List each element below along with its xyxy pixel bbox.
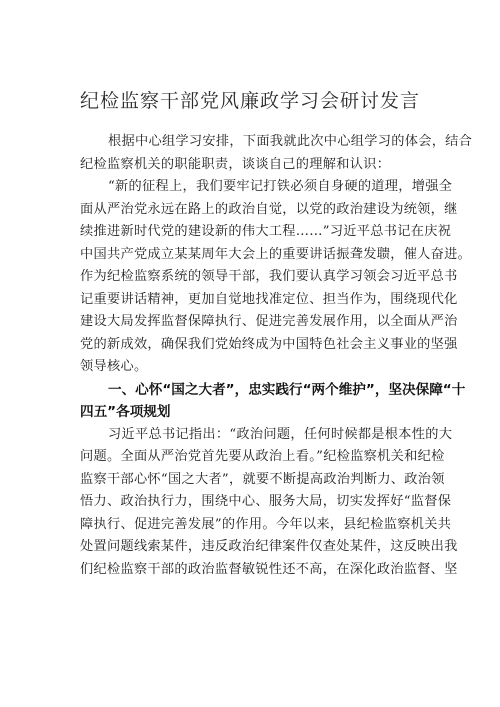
section-paragraph-line: 处置问题线索某件，违反政治纪律案件仅查处某件，这反映出我 bbox=[80, 539, 458, 554]
document-body bbox=[80, 131, 473, 581]
quote-paragraph-line: 党的新成效，确保我们党始终成为中国特色社会主义事业的坚强 bbox=[80, 336, 458, 352]
document-title: 纪检监察干部党风廉政学习会研讨发言 bbox=[79, 90, 420, 112]
section-paragraph-line: 们纪检监察干部的政治监督敏锐性还不高，在深化政治监督、坚 bbox=[80, 561, 458, 577]
quote-paragraph-line: 续推进新时代党的建设新的伟大工程……”习近平总书记在庆祝 bbox=[80, 224, 452, 239]
section-paragraph-line: 问题。全面从严治党首先要从政治上看。”纪检监察机关和纪检 bbox=[80, 449, 445, 464]
quote-paragraph-line: 领导核心。 bbox=[80, 359, 148, 374]
quote-paragraph-line: 建设大局发挥监督保障执行、促进完善发展作用，以全面从严治 bbox=[80, 314, 458, 329]
quote-paragraph-line: 中国共产党成立某某周年大会上的重要讲话振聋发聩，催人奋进。 bbox=[80, 246, 472, 262]
quote-paragraph-line: “新的征程上，我们要牢记打铁必须自身硬的道理，增强全 bbox=[108, 179, 453, 194]
intro-line: 纪检监察机关的职能职责，谈谈自己的理解和认识： bbox=[80, 156, 391, 172]
section-paragraph-line: 监察干部心怀“国之大者”，就要不断提高政治判断力、政治领 bbox=[80, 471, 445, 487]
section-paragraph-line: 习近平总书记指出：“政治问题，任何时候都是根本性的大 bbox=[108, 426, 453, 442]
section-paragraph-line: 障执行、促进完善发展”的作用。今年以来，县纪检监察机关共 bbox=[80, 516, 452, 532]
intro-line: 根据中心组学习安排，下面我就此次中心组学习的体会，结合 bbox=[108, 134, 473, 149]
quote-paragraph-line: 面从严治党永远在路上的政治自觉，以党的政治建设为统领，继 bbox=[80, 201, 458, 217]
quote-paragraph-line: 作为纪检监察系统的领导干部，我们要认真学习领会习近平总书 bbox=[80, 269, 458, 284]
section-paragraph-line: 悟力、政治执行力，围绕中心、服务大局，切实发挥好“监督保 bbox=[80, 494, 452, 509]
section-heading-line: 一、心怀“国之大者”，忠实践行“两个维护”，坚决保障“十 bbox=[108, 381, 466, 398]
quote-paragraph-line: 记重要讲话精神，更加自觉地找准定位、担当作为，围绕现代化 bbox=[80, 291, 458, 307]
section-heading-line: 四五”各项规划 bbox=[80, 404, 171, 420]
